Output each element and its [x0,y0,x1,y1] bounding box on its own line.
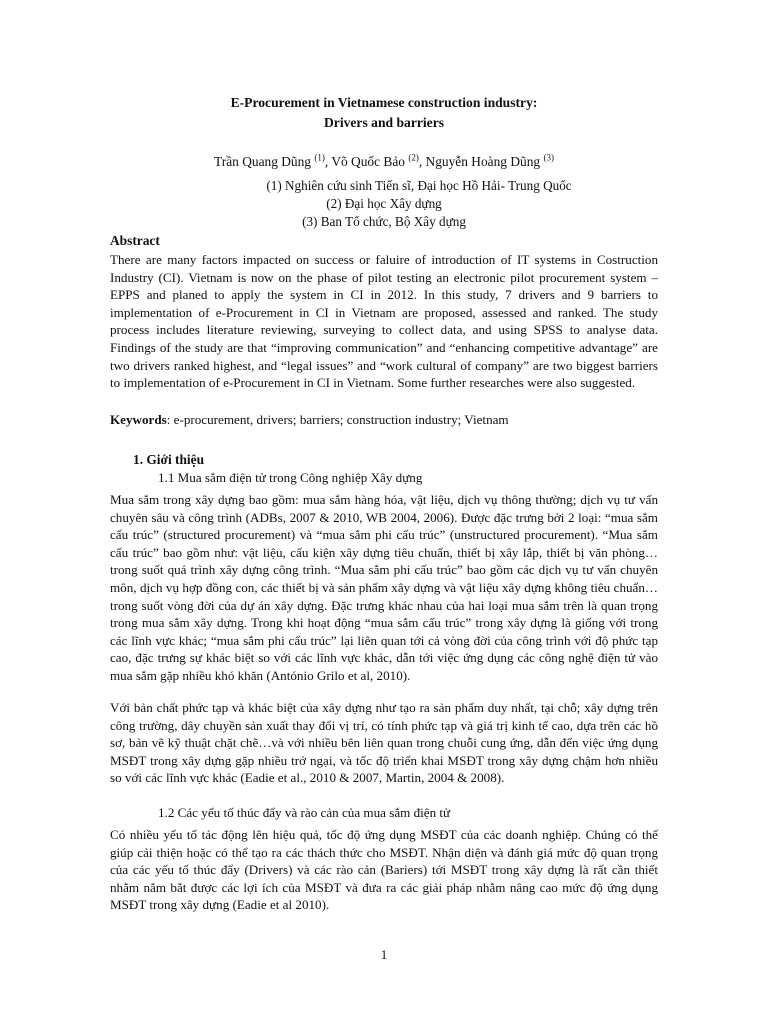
paper-title [0,93,768,133]
title-line-2: Drivers and barriers [323,115,445,130]
author-1: Trần Quang Dũng [214,154,312,169]
title-line-1: E-Procurement in Vietnamese construction industry: [230,95,538,110]
author-list: Trần Quang Dũng $^{(1)}$, Võ Quốc Bảo $^{(2)}$, Nguyễn Hoàng Dũng $^{(3)}$ [214,152,554,169]
section-1-heading: 1. Giới thiệu [133,452,205,467]
page-number: 1 [380,947,388,962]
affiliation-2: (2) Đại học Xây dựng [326,196,442,211]
subsection-1-2-heading: 1.2 Các yếu tố thúc đẩy và rào cản của mua sắm điện tử [158,805,451,820]
section-1-paragraph-2: Với bản chất phức tạp và khác biệt của xây dựng như tạo ra sản phẩm duy nhất, tại chỗ; xây dựng trên công trường, dây chuyền sản xuất thay đổi vị trí, có tính phức tạp và giá trị kinh tế cao, dựa trên các hồ sơ, bản vẽ kỹ thuật chặt chẽ…và với nhiều bên liên quan trong chuỗi cung ứng, dẫn đến việc ứng dụng MSĐT trong xây dựng gặp nhiều trở ngại, và tốc độ triển khai MSĐT trong xây dựng chậm hơn nhiều so với các lĩnh vực khác (Eadie et al., 2010 & 2007, Martin, 2004 & 2008). [110,700,658,786]
author-3: Nguyễn Hoàng Dũng [425,154,541,169]
affiliation-3: (3) Ban Tổ chức, Bộ Xây dựng [302,214,466,229]
affiliation-1: (1) Nghiên cứu sinh Tiến sĩ, Đại học Hồ Hải- Trung Quốc [266,178,572,193]
subsection-1-1-heading: 1.1 Mua sắm điện tử trong Công nghiệp Xây dựng [158,470,423,485]
author-1-affil-mark: (1) [314,152,325,163]
author-3-affil-mark: (3) [543,152,554,163]
keywords-line [110,411,658,429]
author-2: Võ Quốc Bảo [331,154,405,169]
abstract-text: There are many factors impacted on success or faluire of introduction of IT systems in Costruction Industry (CI). Vietnam is now on the phase of pilot testing an electronic pilot procurement system – EPPS and planed to apply the system in CI in 2012. In this study, 7 drivers and 9 barriers to implementation of e-Procurement in CI in Vietnam are proposed, assessed and ranked. The study process includes literature reviewing, surveying to collect data, and using SPSS to analyse data. Findings of the study are that “improving communication” and “enhancing competitive advantage” are two drivers ranked highest, and “legal issues” and “work cultural of company” are two biggest barriers to implementation of e-Procurement in CI in Vietnam. Some further researches were also suggested. [110,252,658,391]
abstract-heading: Abstract [110,233,160,248]
keywords-label: Keywords [110,412,167,427]
author-2-affil-mark: (2) [408,152,419,163]
section-1-paragraph-1: Mua sắm trong xây dựng bao gồm: mua sắm hàng hóa, vật liệu, dịch vụ thông thường; dịch vụ tư vấn chuyên sâu và công trình (ADBs, 2007 & 2010, WB 2004, 2006). Được đặc trưng bởi 2 loại: “mua sắm cấu trúc” (structured procurement) và “mua sắm phi cấu trúc” (unstructured procurement). “Mua sắm cấu trúc” bao gồm như: vật liệu, cấu kiện xây dựng tiêu chuẩn, thiết bị xây lắp, thiết bị văn phòng…trong suốt quá trình xây dựng công trình. “Mua sắm phi cấu trúc” bao gồm các dịch vụ tư vấn chuyên môn, dịch vụ hợp đồng con, các thiết bị và sản phẩm xây dựng và vật liệu xây dựng không tiêu chuẩn…trong suốt vòng đời của dự án xây dựng. Đặc trưng khác nhau của hai loại mua sắm trên là quan trọng trong mua sắm xây dựng. Trong khi hoạt động “mua sắm cấu trúc” trong xây dựng là giống với trong các lĩnh vực khác; “mua sắm phi cấu trúc” lại liên quan tới cả vòng đời của công trình với độ phức tạp cao, đặc trưng sự khác biệt so với các lĩnh vực khác, dẫn tới việc ứng dụng các công nghệ điện tử vào mua sắm gặp nhiều khó khăn (António Grilo et al, 2010). [110,492,658,683]
affiliation-list [0,177,768,231]
section-1-paragraph-3: Có nhiều yếu tố tác động lên hiệu quả, tốc độ ứng dụng MSĐT của các doanh nghiệp. Chúng có thể giúp cải thiện hoặc có thể tạo ra các thách thức cho MSĐT. Nhận diện và đánh giá mức độ quan trọng của các yếu tố thúc đẩy (Drivers) và các rào cản (Bariers) tới MSĐT trong xây dựng là rất cần thiết nhằm nắm bắt được các lợi ích của MSĐT và đưa ra các giải pháp nhằm nâng cao mức độ ứng dụng MSĐT trong xây dựng (Eadie et al 2010). [110,827,658,913]
keywords-text: : e-procurement, drivers; barriers; construction industry; Vietnam [166,412,509,427]
